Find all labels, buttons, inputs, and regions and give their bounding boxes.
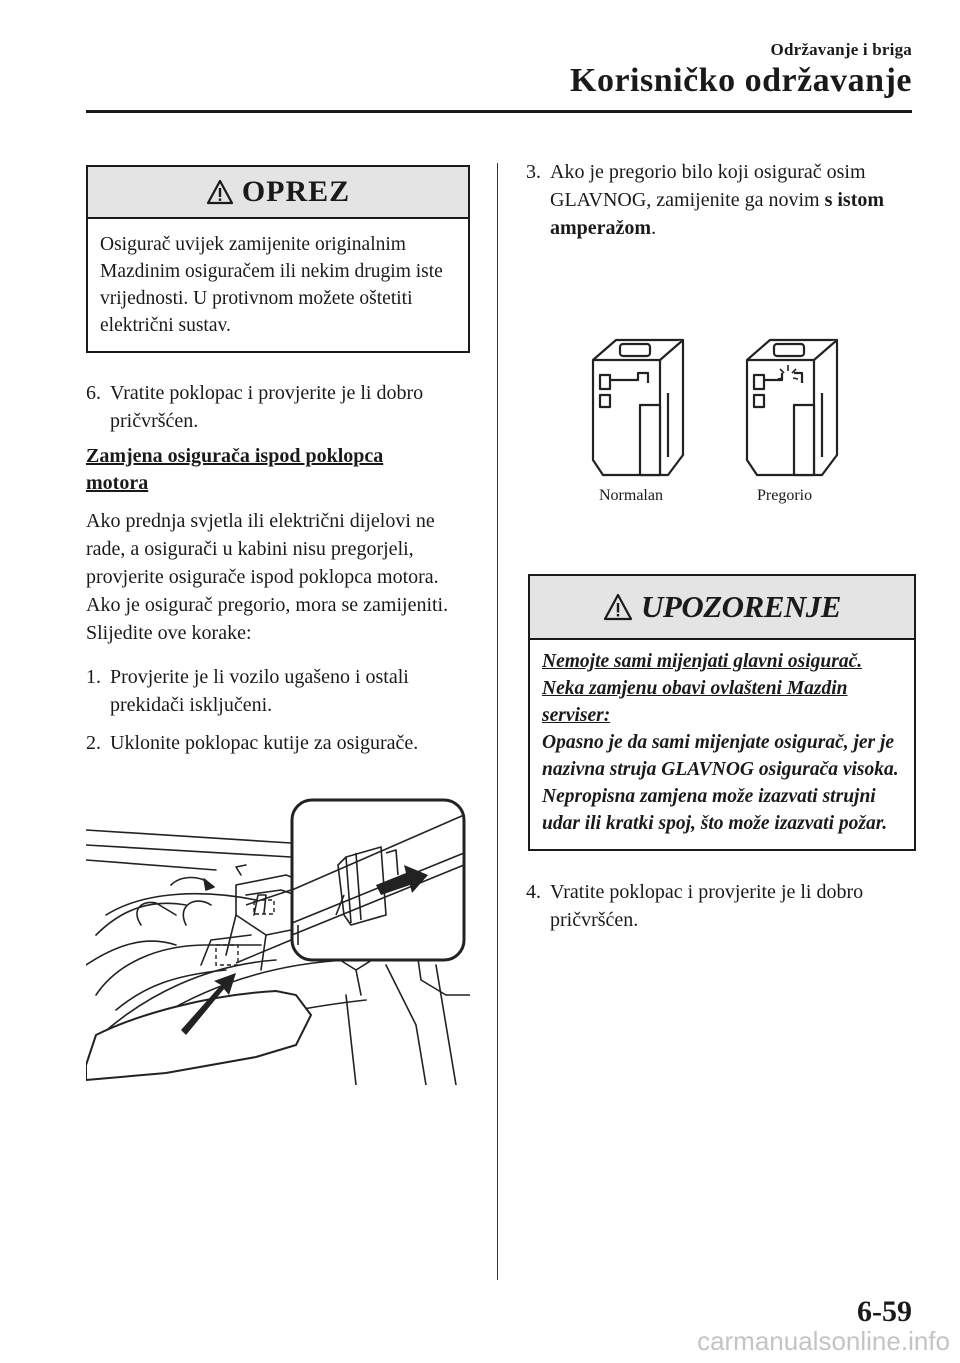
right-column <box>526 158 916 242</box>
fuse-box-cover-illustration <box>86 795 470 1085</box>
step-text-end: . <box>651 217 657 239</box>
caution-text: Osigurač uvijek zamijenite originalnim Mazdinim osiguračem ili nekim drugim iste vrijednosti. U protivnom možete oštetiti električni sustav. <box>100 234 443 336</box>
step-number: 1. <box>86 666 101 688</box>
intro-paragraph: Ako prednja svjetla ili električni dijelovi ne rade, a osigurači u kabini nisu pregorjeli, provjerite osigurače ispod poklopca motora. Ako je osigurač pregorio, mora se zamijeniti. Slijedite ove korake: <box>86 510 449 644</box>
step-text: Vratite poklopac i provjerite je li dobro pričvršćen. <box>550 881 864 931</box>
fuse-label-blown: Pregorio <box>757 487 813 504</box>
warning-triangle-icon <box>206 179 234 205</box>
fuse-label-normal: Normalan <box>599 487 663 504</box>
step-text <box>550 158 916 242</box>
step-2 <box>86 729 470 757</box>
warning-detail-text: Opasno je da sami mijenjate osigurač, jer je nazivna struja GLAVNOG osigurača visoka. Nepropisna zamjena može izazvati strujni udar ili kratki spoj, što može izazvati požar. <box>542 732 899 834</box>
header-section: Održavanje i briga <box>770 40 912 59</box>
step-3 <box>526 158 916 242</box>
fuse-blown-illustration <box>742 335 842 485</box>
step-text-main: Ako je pregorio bilo koji osigurač osim GLAVNOG, zamijenite ga novim <box>550 161 866 211</box>
step-number: 3. <box>526 161 541 183</box>
step-text: Provjerite je li vozilo ugašeno i ostali prekidači isključeni. <box>110 666 409 716</box>
header-rule <box>86 110 912 113</box>
step-number: 6. <box>86 382 101 404</box>
step-text: Vratite poklopac i provjerite je li dobro pričvršćen. <box>110 382 424 432</box>
warning-box <box>528 574 916 851</box>
warning-header <box>530 576 914 640</box>
warning-underlined-text: Nemojte sami mijenjati glavni osigurač. Neka zamjenu obavi ovlašteni Mazdin serviser: <box>542 651 863 726</box>
column-divider <box>497 163 498 1280</box>
warning-text <box>530 640 914 849</box>
page-title: Korisničko održavanje <box>570 62 912 99</box>
step-text: Uklonite poklopac kutije za osigurače. <box>110 732 419 754</box>
step-4 <box>526 878 916 934</box>
step-6 <box>86 379 470 435</box>
left-column <box>86 165 470 757</box>
watermark: carmanualsonline.info <box>697 1326 950 1356</box>
caution-box <box>86 165 470 353</box>
fuse-normal-illustration <box>588 335 688 485</box>
page-number: 6-59 <box>857 1295 912 1328</box>
section-heading: Zamjena osigurača ispod poklopca motora <box>86 445 384 494</box>
step-number: 4. <box>526 881 541 903</box>
caution-title: OPREZ <box>241 175 351 208</box>
warning-triangle-icon <box>603 593 633 621</box>
caution-header <box>88 167 468 219</box>
step-number: 2. <box>86 732 101 754</box>
step-1 <box>86 663 470 719</box>
step-text-bold: s istom amperažom <box>550 189 885 239</box>
warning-title: UPOZORENJE <box>641 589 841 624</box>
